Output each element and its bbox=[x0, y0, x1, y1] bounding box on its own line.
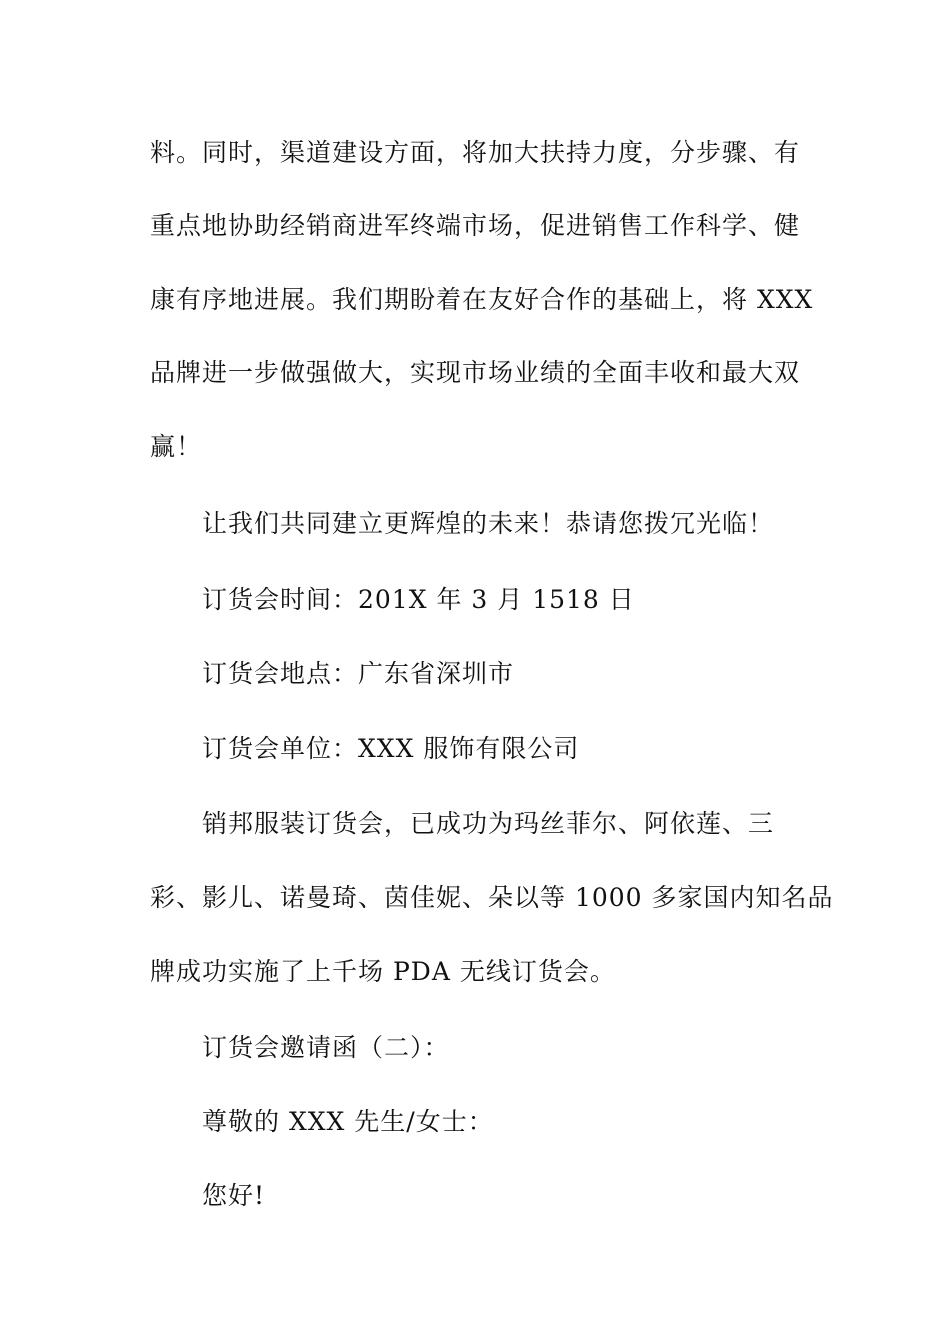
paragraph-line: 料。同时，渠道建设方面，将加大扶持力度，分步骤、有 bbox=[150, 138, 801, 167]
paragraph-line: 品牌进一步做强做大，实现市场业绩的全面丰收和最大双 bbox=[150, 358, 801, 387]
paragraph-line: 牌成功实施了上千场 PDA 无线订货会。 bbox=[150, 957, 616, 986]
greeting: 您好! bbox=[202, 1181, 266, 1210]
event-time: 订货会时间：201X 年 3 月 1518 日 bbox=[202, 585, 635, 614]
event-unit: 订货会单位：XXX 服饰有限公司 bbox=[202, 734, 580, 763]
closing-line: 让我们共同建立更辉煌的未来！恭请您拨冗光临！ bbox=[202, 509, 775, 538]
event-place: 订货会地点：广东省深圳市 bbox=[202, 659, 515, 688]
paragraph-line: 重点地协助经销商进军终端市场，促进销售工作科学、健 bbox=[150, 211, 801, 240]
salutation: 尊敬的 XXX 先生/女士： bbox=[202, 1107, 494, 1136]
paragraph-line: 赢！ bbox=[150, 432, 203, 461]
paragraph-line: 销邦服装订货会，已成功为玛丝菲尔、阿依莲、三 bbox=[202, 809, 775, 838]
section-heading: 订货会邀请函（二）： bbox=[202, 1033, 450, 1062]
paragraph-line: 彩、影儿、诺曼琦、茵佳妮、朵以等 1000 多家国内知名品 bbox=[150, 883, 834, 912]
paragraph-line: 康有序地进展。我们期盼着在友好合作的基础上，将 XXX bbox=[150, 285, 814, 314]
